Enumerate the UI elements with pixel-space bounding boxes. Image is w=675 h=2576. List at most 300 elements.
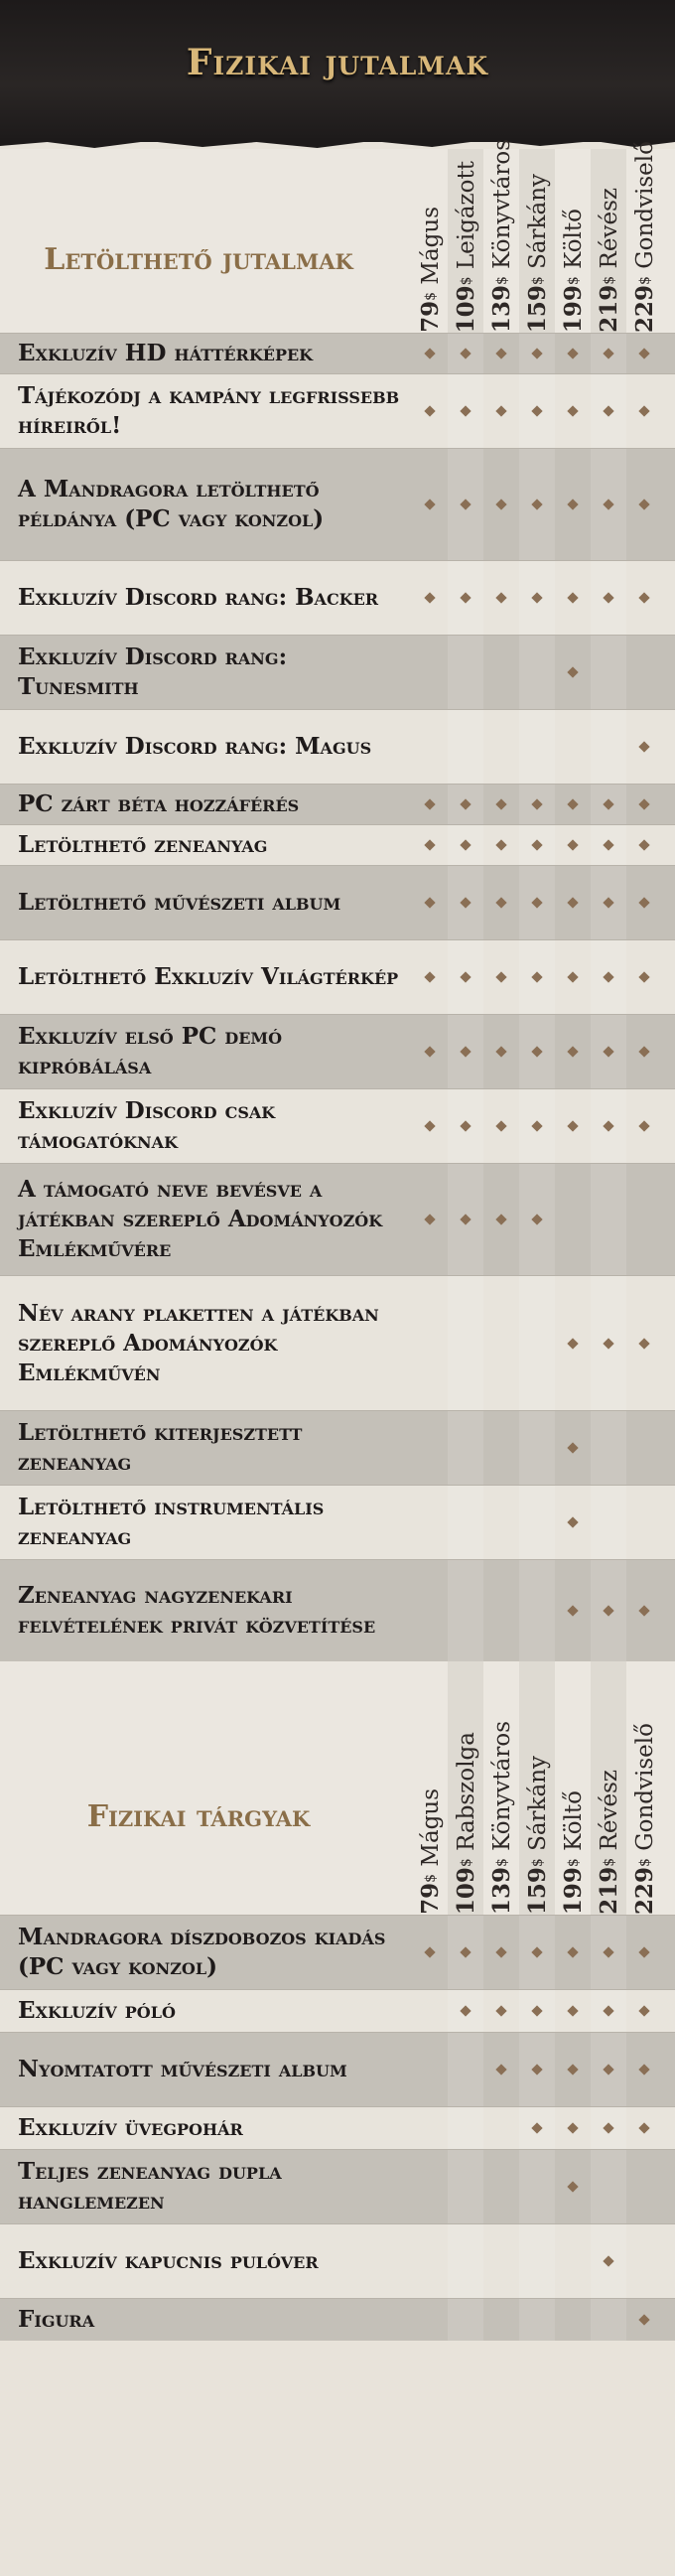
tier-name: Mágus: [417, 207, 444, 293]
included-diamond-icon: [567, 499, 578, 509]
tier-cell: [591, 940, 626, 1014]
tier-cell: [412, 1916, 448, 1989]
tier-cell: [412, 866, 448, 939]
included-diamond-icon: [567, 2005, 578, 2016]
tier-cell: [412, 1015, 448, 1088]
tier-price: 79: [416, 1882, 444, 1915]
page-title: Fizikai jutalmak: [186, 42, 489, 83]
included-diamond-icon: [567, 1442, 578, 1453]
tier-label: [524, 1746, 551, 1915]
included-diamond-icon: [638, 1338, 649, 1349]
included-diamond-icon: [495, 499, 506, 509]
tier-cell: [519, 2150, 555, 2223]
included-diamond-icon: [638, 971, 649, 982]
included-diamond-icon: [603, 839, 613, 850]
reward-label: Letölthető Exkluzív Világtérkép: [18, 963, 399, 990]
included-diamond-icon: [638, 592, 649, 603]
included-diamond-icon: [567, 798, 578, 809]
reward-label: Exkluzív üvegpohár: [18, 2114, 243, 2141]
included-diamond-icon: [495, 971, 506, 982]
included-diamond-icon: [531, 405, 542, 416]
tier-label: [488, 1711, 515, 1915]
included-diamond-icon: [638, 897, 649, 908]
included-diamond-icon: [460, 798, 471, 809]
tier-column-header: [591, 149, 626, 333]
reward-label: Exkluzív Discord rang: Backer: [18, 584, 379, 611]
tier-cell: [448, 940, 483, 1014]
included-diamond-icon: [531, 971, 542, 982]
tier-cell: [448, 2150, 483, 2223]
reward-label: Exkluzív Discord rang: Magus: [18, 733, 372, 760]
tier-cell: [483, 866, 519, 939]
tier-price: 159: [523, 284, 551, 333]
tier-cell: [412, 1276, 448, 1410]
tier-cell: [555, 1089, 591, 1163]
tier-label: [560, 1781, 587, 1915]
tier-label: [596, 1760, 622, 1915]
included-diamond-icon: [638, 1946, 649, 1957]
included-diamond-icon: [460, 499, 471, 509]
reward-row: [0, 635, 675, 709]
tier-cell: [591, 1990, 626, 2032]
reward-row: [0, 560, 675, 635]
included-diamond-icon: [531, 592, 542, 603]
tier-cell: [483, 1164, 519, 1275]
tier-cell: [555, 1276, 591, 1410]
tier-cell: [591, 1560, 626, 1661]
tier-cell: [412, 1411, 448, 1485]
tier-cell: [591, 1411, 626, 1485]
currency-symbol: $: [529, 1858, 546, 1867]
included-diamond-icon: [460, 592, 471, 603]
reward-row: [0, 448, 675, 560]
included-diamond-icon: [638, 1605, 649, 1616]
included-diamond-icon: [638, 2005, 649, 2016]
included-diamond-icon: [424, 592, 435, 603]
reward-row: [0, 2149, 675, 2223]
tier-cell: [555, 866, 591, 939]
tier-cell: [448, 1990, 483, 2032]
included-diamond-icon: [495, 798, 506, 809]
included-diamond-icon: [603, 1605, 613, 1616]
currency-symbol: $: [565, 1858, 582, 1867]
tier-cell: [591, 561, 626, 635]
included-diamond-icon: [567, 2122, 578, 2133]
reward-label: Letölthető instrumentális zeneanyag: [18, 1494, 325, 1550]
tier-cell: [555, 2150, 591, 2223]
tier-cell: [555, 374, 591, 448]
tier-cell: [555, 1486, 591, 1559]
included-diamond-icon: [495, 2005, 506, 2016]
tier-cell: [555, 785, 591, 824]
tier-name: Gondviselő: [631, 1723, 658, 1859]
included-diamond-icon: [638, 405, 649, 416]
tier-price: 229: [630, 284, 658, 333]
tier-cell: [448, 825, 483, 865]
tier-price: 199: [559, 1866, 587, 1915]
included-diamond-icon: [424, 1946, 435, 1957]
reward-row: [0, 1275, 675, 1410]
tier-column-header: [448, 1661, 483, 1915]
reward-row: [0, 1088, 675, 1163]
included-diamond-icon: [495, 348, 506, 358]
tier-cell: [519, 334, 555, 373]
tier-price: 219: [595, 1866, 622, 1915]
tier-cell: [591, 449, 626, 560]
included-diamond-icon: [603, 971, 613, 982]
tier-cell: [591, 2224, 626, 2298]
tier-cell: [626, 1916, 662, 1989]
reward-row: [0, 1989, 675, 2032]
tier-price: 139: [487, 1866, 515, 1915]
tier-cell: [412, 2033, 448, 2106]
included-diamond-icon: [567, 1046, 578, 1057]
tier-cell: [483, 334, 519, 373]
included-diamond-icon: [531, 1946, 542, 1957]
tier-cell: [448, 1486, 483, 1559]
included-diamond-icon: [531, 499, 542, 509]
tier-cell: [555, 2224, 591, 2298]
included-diamond-icon: [460, 1120, 471, 1131]
tier-name: Sárkány: [524, 173, 551, 277]
tier-price: 199: [559, 284, 587, 333]
tier-cell: [448, 1916, 483, 1989]
reward-row: [0, 2032, 675, 2106]
tier-cell: [412, 785, 448, 824]
tier-cell: [483, 940, 519, 1014]
tier-cell: [483, 2299, 519, 2341]
tier-name: Leigázott: [453, 160, 479, 277]
tier-cell: [591, 2033, 626, 2106]
tier-cell: [519, 1015, 555, 1088]
currency-symbol: $: [458, 1858, 474, 1867]
tier-cell: [448, 866, 483, 939]
title-banner: [0, 0, 675, 142]
tier-column-header: [412, 1661, 448, 1915]
tier-cell: [626, 449, 662, 560]
included-diamond-icon: [603, 1338, 613, 1349]
reward-row: [0, 1915, 675, 1989]
reward-label: Figura: [18, 2306, 95, 2333]
tier-cell: [555, 1411, 591, 1485]
tier-cell: [448, 710, 483, 784]
currency-symbol: $: [636, 1858, 653, 1867]
tier-cell: [448, 561, 483, 635]
tier-cell: [555, 1164, 591, 1275]
included-diamond-icon: [495, 405, 506, 416]
included-diamond-icon: [603, 2255, 613, 2266]
tier-cell: [448, 1015, 483, 1088]
included-diamond-icon: [638, 798, 649, 809]
tier-cell: [591, 636, 626, 709]
tier-cell: [591, 866, 626, 939]
included-diamond-icon: [603, 897, 613, 908]
reward-label: Tájékozódj a kampány legfrissebb híreiről!: [18, 382, 400, 439]
tier-cell: [412, 2150, 448, 2223]
tier-cell: [591, 334, 626, 373]
included-diamond-icon: [460, 348, 471, 358]
included-diamond-icon: [603, 798, 613, 809]
tier-cell: [448, 785, 483, 824]
reward-label: Exkluzív póló: [18, 1997, 176, 2024]
included-diamond-icon: [531, 1120, 542, 1131]
tier-label: [453, 151, 479, 333]
included-diamond-icon: [424, 897, 435, 908]
tier-label: [631, 1713, 658, 1915]
included-diamond-icon: [567, 1946, 578, 1957]
tier-label: [524, 164, 551, 333]
tier-cell: [519, 561, 555, 635]
tier-label: [560, 199, 587, 333]
included-diamond-icon: [495, 2064, 506, 2075]
included-diamond-icon: [424, 1046, 435, 1057]
included-diamond-icon: [531, 348, 542, 358]
currency-symbol: $: [601, 1858, 617, 1867]
tier-cell: [412, 825, 448, 865]
tier-label: [631, 131, 658, 333]
tier-cell: [483, 1916, 519, 1989]
tier-label: [488, 129, 515, 333]
tier-name: Révész: [596, 188, 622, 277]
included-diamond-icon: [603, 499, 613, 509]
tier-cell: [519, 2224, 555, 2298]
tier-cell: [591, 1089, 626, 1163]
tier-cell: [483, 374, 519, 448]
included-diamond-icon: [567, 2181, 578, 2192]
included-diamond-icon: [603, 2064, 613, 2075]
tier-cell: [412, 1990, 448, 2032]
tier-cell: [519, 1411, 555, 1485]
tier-cell: [483, 1560, 519, 1661]
tier-cell: [591, 1015, 626, 1088]
tier-cell: [519, 785, 555, 824]
included-diamond-icon: [638, 2314, 649, 2325]
included-diamond-icon: [603, 405, 613, 416]
tier-cell: [626, 1164, 662, 1275]
tier-label: [417, 197, 444, 333]
included-diamond-icon: [460, 839, 471, 850]
tier-cell: [519, 1916, 555, 1989]
tier-cell: [591, 2150, 626, 2223]
included-diamond-icon: [567, 1120, 578, 1131]
reward-label: Letölthető kiterjesztett zeneanyag: [18, 1419, 303, 1476]
tier-cell: [626, 1990, 662, 2032]
tier-cell: [519, 449, 555, 560]
included-diamond-icon: [638, 348, 649, 358]
included-diamond-icon: [638, 2122, 649, 2133]
tier-cell: [448, 334, 483, 373]
tier-cell: [555, 1990, 591, 2032]
section-title: Fizikai tárgyak: [86, 1799, 311, 1834]
included-diamond-icon: [424, 1120, 435, 1131]
tier-cell: [626, 1560, 662, 1661]
tier-cell: [626, 2107, 662, 2149]
reward-label: Zeneanyag nagyzenekari felvételének privát közvetítése: [18, 1582, 376, 1639]
tier-cell: [483, 1276, 519, 1410]
tier-cell: [483, 2150, 519, 2223]
included-diamond-icon: [567, 405, 578, 416]
included-diamond-icon: [460, 897, 471, 908]
reward-label: Exkluzív Discord rang: Tunesmith: [18, 644, 288, 700]
tier-label: [596, 178, 622, 333]
tier-cell: [483, 561, 519, 635]
tier-cell: [448, 1276, 483, 1410]
tier-column-header: [555, 149, 591, 333]
tier-cell: [519, 1560, 555, 1661]
tier-cell: [591, 374, 626, 448]
tier-cell: [412, 1486, 448, 1559]
tier-cell: [626, 1486, 662, 1559]
tier-name: Könyvtáros: [488, 138, 515, 277]
currency-symbol: $: [493, 276, 510, 285]
tier-cell: [519, 2107, 555, 2149]
reward-row: [0, 373, 675, 448]
included-diamond-icon: [495, 1120, 506, 1131]
tier-column-header: [626, 141, 662, 333]
tier-cell: [555, 1560, 591, 1661]
included-diamond-icon: [424, 405, 435, 416]
tier-cell: [591, 1164, 626, 1275]
reward-row: [0, 2298, 675, 2341]
tier-cell: [519, 940, 555, 1014]
tier-cell: [519, 1990, 555, 2032]
tier-cell: [555, 334, 591, 373]
included-diamond-icon: [567, 2064, 578, 2075]
tier-name: Gondviselő: [631, 141, 658, 277]
reward-label: Exkluzív Discord csak támogatóknak: [18, 1097, 276, 1154]
tier-cell: [519, 636, 555, 709]
tier-cell: [626, 1276, 662, 1410]
tier-name: Könyvtáros: [488, 1720, 515, 1859]
tier-price: 159: [523, 1866, 551, 1915]
currency-symbol: $: [636, 276, 653, 285]
tier-cell: [555, 1916, 591, 1989]
included-diamond-icon: [567, 839, 578, 850]
tier-cell: [555, 2033, 591, 2106]
tier-cell: [591, 2107, 626, 2149]
tier-cell: [591, 825, 626, 865]
reward-row: [0, 865, 675, 939]
tier-cell: [412, 374, 448, 448]
included-diamond-icon: [567, 666, 578, 677]
included-diamond-icon: [638, 1046, 649, 1057]
tier-cell: [448, 2033, 483, 2106]
tier-cell: [483, 710, 519, 784]
tier-cell: [626, 825, 662, 865]
currency-symbol: $: [422, 292, 439, 301]
tier-cell: [626, 2150, 662, 2223]
tier-name: Révész: [596, 1770, 622, 1859]
reward-row: [0, 1559, 675, 1661]
tier-cell: [483, 1990, 519, 2032]
included-diamond-icon: [531, 1214, 542, 1224]
reward-label: Mandragora díszdobozos kiadás (PC vagy konzol): [18, 1924, 386, 1980]
tier-column-header: [519, 149, 555, 333]
tier-label: [453, 1722, 479, 1915]
reward-row: [0, 709, 675, 784]
reward-row: [0, 939, 675, 1014]
reward-label: Név arany plaketten a játékban szereplő Adományozók Emlékművén: [18, 1299, 379, 1386]
tier-cell: [519, 1486, 555, 1559]
tier-cell: [412, 636, 448, 709]
included-diamond-icon: [603, 2122, 613, 2133]
reward-label: Letölthető zeneanyag: [18, 831, 268, 858]
reward-label: Letölthető művészeti album: [18, 889, 341, 916]
tier-cell: [483, 1486, 519, 1559]
included-diamond-icon: [460, 405, 471, 416]
reward-label: A Mandragora letölthető példánya (PC vagy konzol): [18, 476, 325, 532]
tier-cell: [412, 1089, 448, 1163]
tier-cell: [626, 561, 662, 635]
tier-cell: [448, 1560, 483, 1661]
tier-cell: [519, 866, 555, 939]
section-header: [0, 138, 675, 333]
tier-cell: [626, 1411, 662, 1485]
included-diamond-icon: [603, 2005, 613, 2016]
tier-cell: [412, 1560, 448, 1661]
included-diamond-icon: [567, 897, 578, 908]
tier-cell: [555, 710, 591, 784]
tier-cell: [483, 1411, 519, 1485]
included-diamond-icon: [460, 971, 471, 982]
tier-cell: [412, 2224, 448, 2298]
included-diamond-icon: [460, 1046, 471, 1057]
tier-cell: [412, 561, 448, 635]
tier-cell: [626, 2033, 662, 2106]
tier-column-header: [483, 1661, 519, 1915]
included-diamond-icon: [531, 798, 542, 809]
included-diamond-icon: [531, 1046, 542, 1057]
included-diamond-icon: [638, 2064, 649, 2075]
tier-cell: [448, 374, 483, 448]
tier-cell: [626, 2299, 662, 2341]
tier-cell: [555, 825, 591, 865]
tier-cell: [591, 2299, 626, 2341]
tier-cell: [483, 2033, 519, 2106]
included-diamond-icon: [603, 1946, 613, 1957]
section-title: Letölthető jutalmak: [44, 242, 353, 277]
included-diamond-icon: [567, 971, 578, 982]
reward-row: [0, 2223, 675, 2298]
reward-label: Nyomtatott művészeti album: [18, 2056, 347, 2082]
reward-row: [0, 784, 675, 824]
reward-label: Exkluzív kapucnis pulóver: [18, 2247, 319, 2274]
tier-cell: [555, 1015, 591, 1088]
tier-price: 219: [595, 284, 622, 333]
tier-cell: [519, 374, 555, 448]
reward-label: Exkluzív első PC demó kipróbálása: [18, 1023, 283, 1079]
tier-cell: [519, 2033, 555, 2106]
included-diamond-icon: [424, 798, 435, 809]
currency-symbol: $: [565, 276, 582, 285]
included-diamond-icon: [638, 839, 649, 850]
tier-cell: [626, 710, 662, 784]
currency-symbol: $: [493, 1858, 510, 1867]
reward-row: [0, 333, 675, 373]
included-diamond-icon: [495, 1046, 506, 1057]
included-diamond-icon: [603, 1120, 613, 1131]
tier-cell: [448, 636, 483, 709]
tier-cell: [591, 1276, 626, 1410]
tier-cell: [448, 2107, 483, 2149]
tier-column-header: [483, 138, 519, 333]
tier-name: Rabszolga: [453, 1731, 479, 1859]
reward-label: Teljes zeneanyag dupla hanglemezen: [18, 2158, 282, 2215]
section-header: [0, 1661, 675, 1915]
included-diamond-icon: [567, 1338, 578, 1349]
tier-cell: [591, 1916, 626, 1989]
tier-column-header: [591, 1661, 626, 1915]
